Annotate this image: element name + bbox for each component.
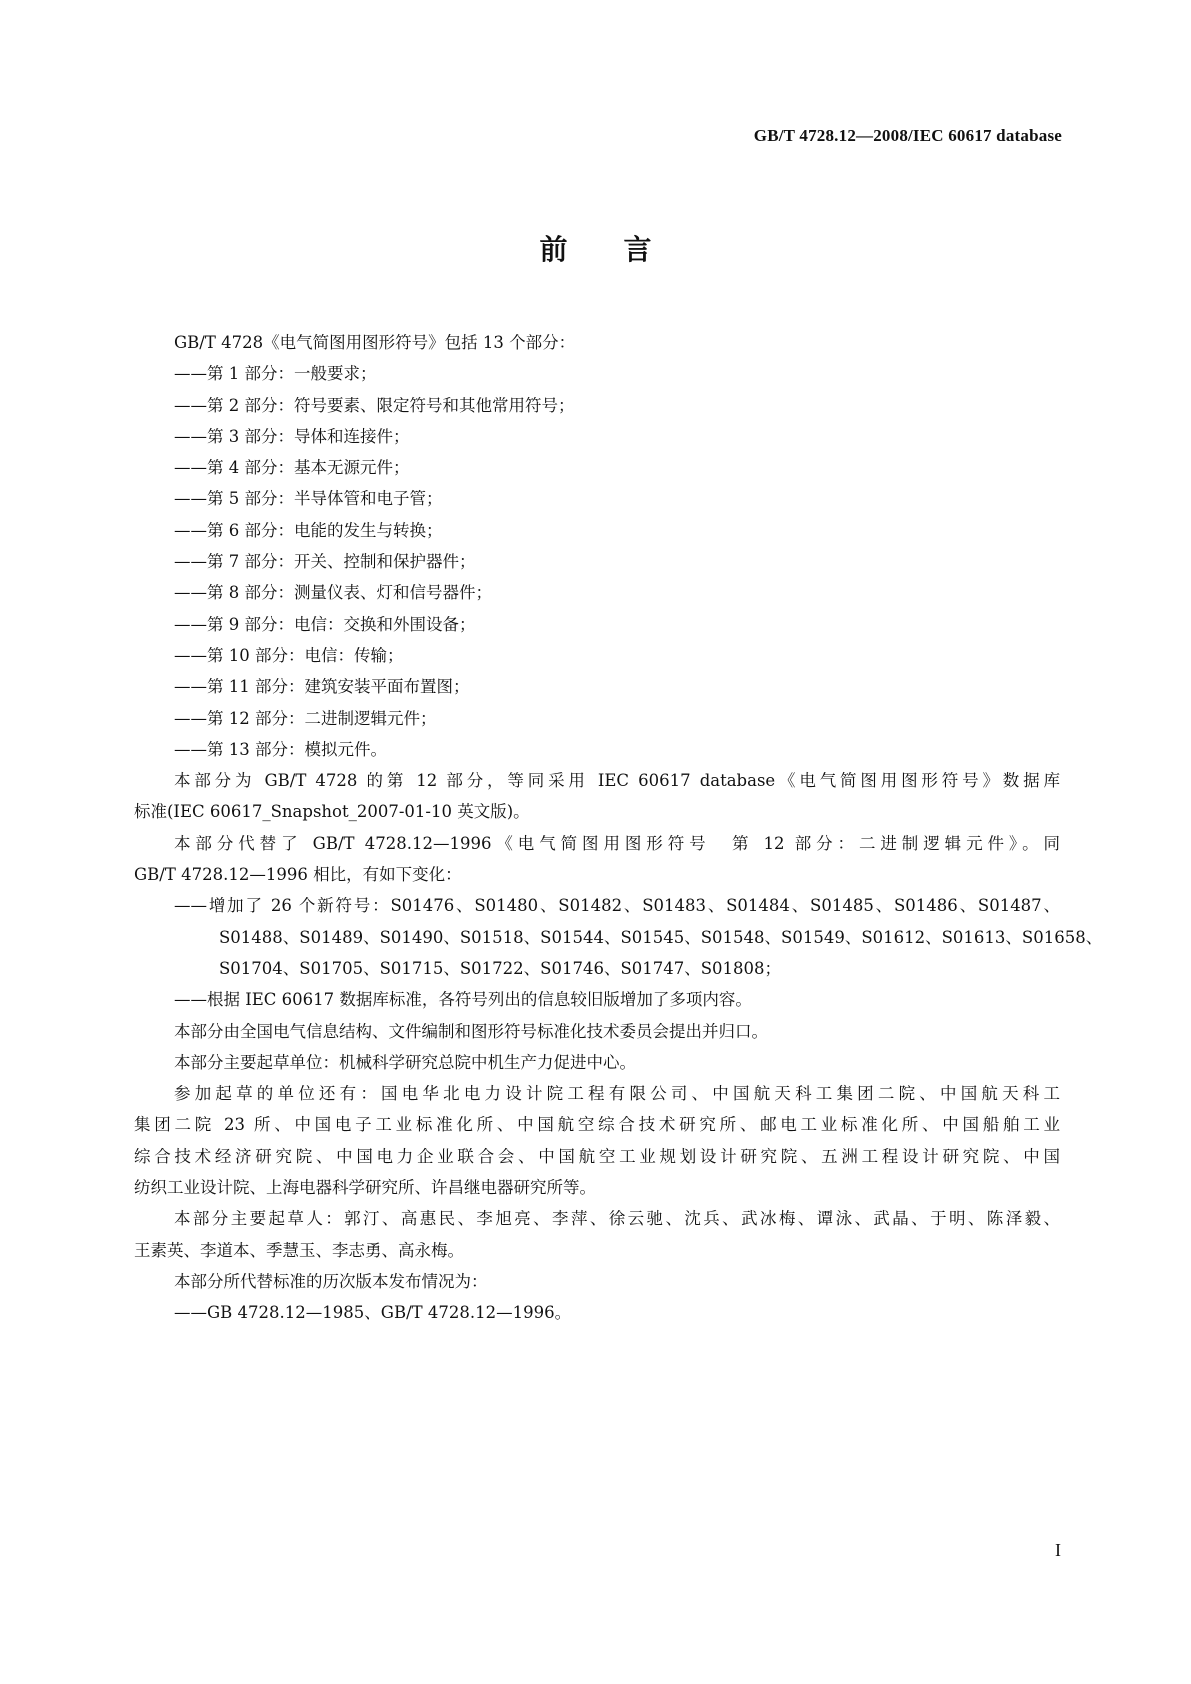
list-item-part-1: ——第 1 部分：一般要求；	[174, 364, 377, 384]
paragraph-replacement-line: 本部分代替了 GB/T 4728.12—1996《电气简图用图形符号 第 12 部分：二进制逻辑元件》。同	[174, 833, 1060, 853]
list-item-part-12: ——第 12 部分：二进制逻辑元件；	[174, 708, 437, 728]
list-item-part-4: ——第 4 部分：基本无源元件；	[174, 458, 410, 478]
list-item-part-13: ——第 13 部分：模拟元件。	[174, 739, 387, 759]
intro-line: GB/T 4728《电气简图用图形符号》包括 13 个部分：	[174, 333, 576, 352]
standard-id-header: GB/T 4728.12—2008/IEC 60617 database	[753, 126, 1062, 145]
paragraph-replacement-line: GB/T 4728.12—1996 相比，有如下变化：	[134, 865, 462, 885]
list-item-part-3: ——第 3 部分：导体和连接件；	[174, 426, 410, 446]
paragraph-participating-units: 纺织工业设计院、上海电器科学研究所、许昌继电器研究所等。	[134, 1178, 596, 1198]
change-item-database-info: ——根据 IEC 60617 数据库标准，各符号列出的信息较旧版增加了多项内容。	[174, 990, 752, 1010]
paragraph-main-drafters: 王素英、李道本、季慧玉、李志勇、高永梅。	[134, 1240, 464, 1260]
paragraph-adoption-line: 标准(IEC 60617_Snapshot_2007-01-10 英文版)。	[134, 802, 530, 822]
paragraph-participating-units: 参加起草的单位还有：国电华北电力设计院工程有限公司、中国航天科工集团二院、中国航天科工	[174, 1084, 1060, 1104]
history-item: ——GB 4728.12—1985、GB/T 4728.12—1996。	[174, 1303, 572, 1323]
change-item-new-symbols-cont: S01704、S01705、S01715、S01722、S01746、S01747、S01808；	[219, 958, 782, 978]
paragraph-main-drafter-unit: 本部分主要起草单位：机械科学研究总院中机生产力促进中心。	[174, 1052, 636, 1072]
foreword-body	[134, 327, 1103, 1329]
list-item-part-9: ——第 9 部分：电信：交换和外围设备；	[174, 614, 476, 634]
paragraph-adoption-line: 本部分为 GB/T 4728 的第 12 部分，等同采用 IEC 60617 database《电气简图用图形符号》数据库	[174, 771, 1060, 791]
list-item-part-5: ——第 5 部分：半导体管和电子管；	[174, 489, 443, 509]
list-item-part-6: ——第 6 部分：电能的发生与转换；	[174, 520, 443, 540]
paragraph-participating-units: 集团二院 23 所、中国电子工业标准化所、中国航空综合技术研究所、邮电工业标准化所、中国船舶工业	[134, 1115, 1060, 1135]
list-item-part-8: ——第 8 部分：测量仪表、灯和信号器件；	[174, 583, 492, 603]
paragraph-participating-units: 综合技术经济研究院、中国电力企业联合会、中国航空工业规划设计研究院、五洲工程设计研究院、中国	[134, 1146, 1060, 1166]
change-item-new-symbols-cont: S01488、S01489、S01490、S01518、S01544、S01545、S01548、S01549、S01612、S01613、S01658、	[219, 927, 1103, 947]
list-item-part-2: ——第 2 部分：符号要素、限定符号和其他常用符号；	[174, 395, 575, 415]
page-title: 前言	[539, 233, 708, 266]
page-number: I	[1055, 1540, 1061, 1560]
paragraph-history: 本部分所代替标准的历次版本发布情况为：	[174, 1271, 488, 1291]
paragraph-committee: 本部分由全国电气信息结构、文件编制和图形符号标准化技术委员会提出并归口。	[174, 1021, 768, 1041]
paragraph-main-drafters: 本部分主要起草人：郭汀、高惠民、李旭亮、李萍、徐云驰、沈兵、武冰梅、谭泳、武晶、于明、陈泽毅、	[174, 1209, 1060, 1229]
list-item-part-7: ——第 7 部分：开关、控制和保护器件；	[174, 552, 476, 572]
list-item-part-11: ——第 11 部分：建筑安装平面布置图；	[174, 677, 470, 697]
list-item-part-10: ——第 10 部分：电信：传输；	[174, 645, 404, 665]
change-item-new-symbols: ——增加了 26 个新符号：S01476、S01480、S01482、S01483、S01484、S01485、S01486、S01487、	[174, 896, 1060, 916]
